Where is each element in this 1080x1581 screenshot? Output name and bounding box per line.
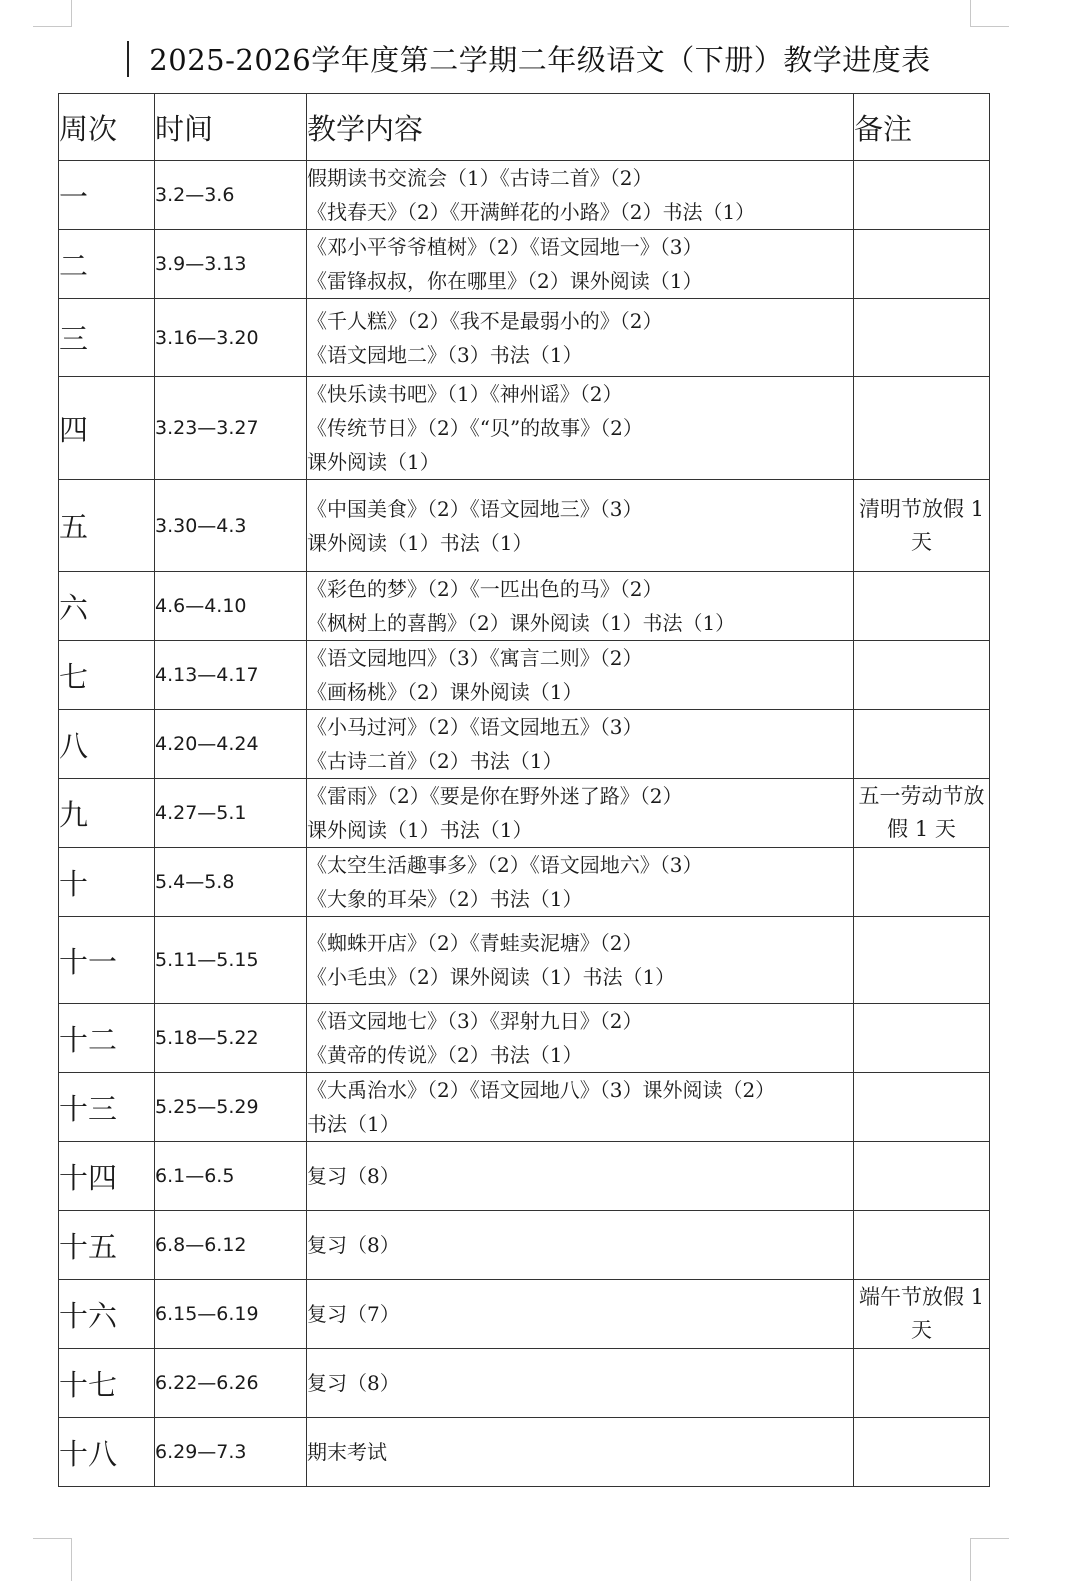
time-cell[interactable]: 4.6—4.10 (155, 572, 307, 641)
time-cell[interactable]: 4.27—5.1 (155, 779, 307, 848)
note-cell[interactable] (854, 1073, 990, 1142)
content-line: 《古诗二首》（2）书法（1） (307, 749, 563, 773)
time-cell[interactable]: 5.11—5.15 (155, 917, 307, 1004)
table-header-row (59, 94, 990, 161)
week-cell[interactable]: 十四 (59, 1142, 155, 1211)
page-corner-bottom-left (33, 1538, 72, 1581)
table-row (59, 1004, 990, 1073)
table-row (59, 848, 990, 917)
content-cell[interactable] (307, 1142, 854, 1211)
content-line: 《找春天》（2）《开满鲜花的小路》（2）书法（1） (307, 200, 756, 224)
time-cell[interactable]: 3.30—4.3 (155, 480, 307, 572)
time-cell[interactable]: 3.16—3.20 (155, 299, 307, 377)
table-row (59, 641, 990, 710)
content-line: 《小毛虫》（2）课外阅读（1）书法（1） (307, 965, 676, 989)
content-cell[interactable] (307, 572, 854, 641)
header-week: 周次 (59, 94, 155, 161)
note-cell[interactable] (854, 230, 990, 299)
content-cell[interactable] (307, 848, 854, 917)
content-line: 《黄帝的传说》（2）书法（1） (307, 1043, 583, 1067)
content-line: 《传统节日》（2）《“贝”的故事》（2） (307, 416, 643, 440)
header-note: 备注 (854, 94, 990, 161)
content-line: 《彩色的梦》（2）《一匹出色的马》（2） (307, 577, 663, 601)
content-cell[interactable] (307, 1280, 854, 1349)
content-cell[interactable] (307, 1418, 854, 1487)
week-cell[interactable]: 十八 (59, 1418, 155, 1487)
content-line: 《语文园地七》（3）《羿射九日》（2） (307, 1009, 643, 1033)
content-line: 假期读书交流会（1）《古诗二首》（2） (307, 166, 653, 190)
content-cell[interactable] (307, 161, 854, 230)
content-cell[interactable] (307, 299, 854, 377)
table-row (59, 710, 990, 779)
content-line: 复习（8） (307, 1233, 400, 1257)
time-cell[interactable]: 3.2—3.6 (155, 161, 307, 230)
note-cell[interactable]: 端午节放假 1 天 (854, 1280, 990, 1349)
note-cell[interactable] (854, 710, 990, 779)
note-cell[interactable] (854, 1418, 990, 1487)
content-cell[interactable] (307, 641, 854, 710)
week-cell[interactable]: 八 (59, 710, 155, 779)
week-cell[interactable]: 七 (59, 641, 155, 710)
content-line: 《中国美食》（2）《语文园地三》（3） (307, 496, 643, 521)
week-cell[interactable]: 十六 (59, 1280, 155, 1349)
week-cell[interactable]: 二 (59, 230, 155, 299)
content-line: 《千人糕》（2）《我不是最弱小的》（2） (307, 308, 663, 333)
content-cell[interactable] (307, 377, 854, 480)
table-row (59, 779, 990, 848)
table-row (59, 1418, 990, 1487)
note-cell[interactable]: 五一劳动节放假 1 天 (854, 779, 990, 848)
content-line: 课外阅读（1）书法（1） (307, 530, 533, 555)
time-cell[interactable]: 6.1—6.5 (155, 1142, 307, 1211)
table-row (59, 1280, 990, 1349)
note-cell[interactable] (854, 572, 990, 641)
table-row (59, 230, 990, 299)
note-cell[interactable] (854, 641, 990, 710)
table-row (59, 1349, 990, 1418)
table-row (59, 1142, 990, 1211)
time-cell[interactable]: 4.20—4.24 (155, 710, 307, 779)
content-cell[interactable] (307, 1073, 854, 1142)
content-cell[interactable] (307, 710, 854, 779)
text-cursor (127, 41, 129, 77)
content-line: 期末考试 (307, 1440, 387, 1464)
time-cell[interactable]: 6.15—6.19 (155, 1280, 307, 1349)
week-cell[interactable]: 十三 (59, 1073, 155, 1142)
content-line: 《雷雨》（2）《要是你在野外迷了路》（2） (307, 784, 683, 808)
content-line: 《语文园地二》（3）书法（1） (307, 342, 583, 367)
week-cell[interactable]: 六 (59, 572, 155, 641)
note-cell[interactable] (854, 1004, 990, 1073)
note-cell[interactable] (854, 377, 990, 480)
content-line: 《语文园地四》（3）《寓言二则》（2） (307, 646, 643, 670)
time-cell[interactable]: 6.22—6.26 (155, 1349, 307, 1418)
content-line: 复习（8） (307, 1164, 400, 1188)
page-corner-top-left (33, 0, 72, 27)
content-line: 《蜘蛛开店》（2）《青蛙卖泥塘》（2） (307, 931, 643, 955)
content-cell[interactable] (307, 230, 854, 299)
note-cell[interactable]: 清明节放假 1 天 (854, 480, 990, 572)
content-line: 课外阅读（1） (307, 450, 440, 474)
content-line: 《小马过河》（2）《语文园地五》（3） (307, 715, 643, 739)
content-line: 课外阅读（1）书法（1） (307, 818, 533, 842)
content-line: 《大象的耳朵》（2）书法（1） (307, 887, 583, 911)
content-line: 《雷锋叔叔，你在哪里》（2）课外阅读（1） (307, 269, 703, 293)
note-cell[interactable] (854, 1349, 990, 1418)
content-cell[interactable] (307, 1349, 854, 1418)
time-cell[interactable]: 3.9—3.13 (155, 230, 307, 299)
table-row (59, 1211, 990, 1280)
note-cell[interactable] (854, 1211, 990, 1280)
time-cell[interactable]: 3.23—3.27 (155, 377, 307, 480)
week-cell[interactable]: 十一 (59, 917, 155, 1004)
week-cell[interactable]: 三 (59, 299, 155, 377)
note-cell[interactable] (854, 848, 990, 917)
teaching-schedule-table (58, 93, 990, 1487)
week-cell[interactable]: 五 (59, 480, 155, 572)
content-cell[interactable] (307, 480, 854, 572)
content-line: 《画杨桃》（2）课外阅读（1） (307, 680, 583, 704)
page-corner-top-right (970, 0, 1009, 27)
page-corner-bottom-right (970, 1538, 1009, 1581)
content-line: 复习（8） (307, 1371, 400, 1395)
content-line: 复习（7） (307, 1302, 400, 1326)
time-cell[interactable]: 6.29—7.3 (155, 1418, 307, 1487)
time-cell[interactable]: 5.18—5.22 (155, 1004, 307, 1073)
table-row (59, 1073, 990, 1142)
content-line: 书法（1） (307, 1112, 400, 1136)
content-cell[interactable] (307, 779, 854, 848)
week-cell[interactable]: 四 (59, 377, 155, 480)
time-cell[interactable]: 5.4—5.8 (155, 848, 307, 917)
content-cell[interactable] (307, 1004, 854, 1073)
week-cell[interactable]: 十五 (59, 1211, 155, 1280)
time-cell[interactable]: 6.8—6.12 (155, 1211, 307, 1280)
content-line: 《大禹治水》（2）《语文园地八》（3）课外阅读（2） (307, 1078, 776, 1102)
header-time: 时间 (155, 94, 307, 161)
table-row (59, 161, 990, 230)
table-body (59, 161, 990, 1487)
week-cell[interactable]: 十二 (59, 1004, 155, 1073)
note-cell[interactable] (854, 1142, 990, 1211)
note-cell[interactable] (854, 299, 990, 377)
content-line: 《枫树上的喜鹊》（2）课外阅读（1）书法（1） (307, 611, 736, 635)
note-cell[interactable] (854, 161, 990, 230)
table-row (59, 480, 990, 572)
time-cell[interactable]: 5.25—5.29 (155, 1073, 307, 1142)
time-cell[interactable]: 4.13—4.17 (155, 641, 307, 710)
week-cell[interactable]: 十七 (59, 1349, 155, 1418)
table-row (59, 572, 990, 641)
content-cell[interactable] (307, 1211, 854, 1280)
content-line: 《快乐读书吧》（1）《神州谣》（2） (307, 382, 623, 406)
table-row (59, 917, 990, 1004)
week-cell[interactable]: 一 (59, 161, 155, 230)
content-cell[interactable] (307, 917, 854, 1004)
week-cell[interactable]: 十 (59, 848, 155, 917)
table-row (59, 299, 990, 377)
table-row (59, 377, 990, 480)
content-line: 《太空生活趣事多》（2）《语文园地六》（3） (307, 853, 703, 877)
header-content: 教学内容 (307, 94, 854, 161)
note-cell[interactable] (854, 917, 990, 1004)
week-cell[interactable]: 九 (59, 779, 155, 848)
document-title[interactable]: 2025-2026学年度第二学期二年级语文（下册）教学进度表 (149, 43, 931, 77)
content-line: 《邓小平爷爷植树》（2）《语文园地一》（3） (307, 235, 703, 259)
